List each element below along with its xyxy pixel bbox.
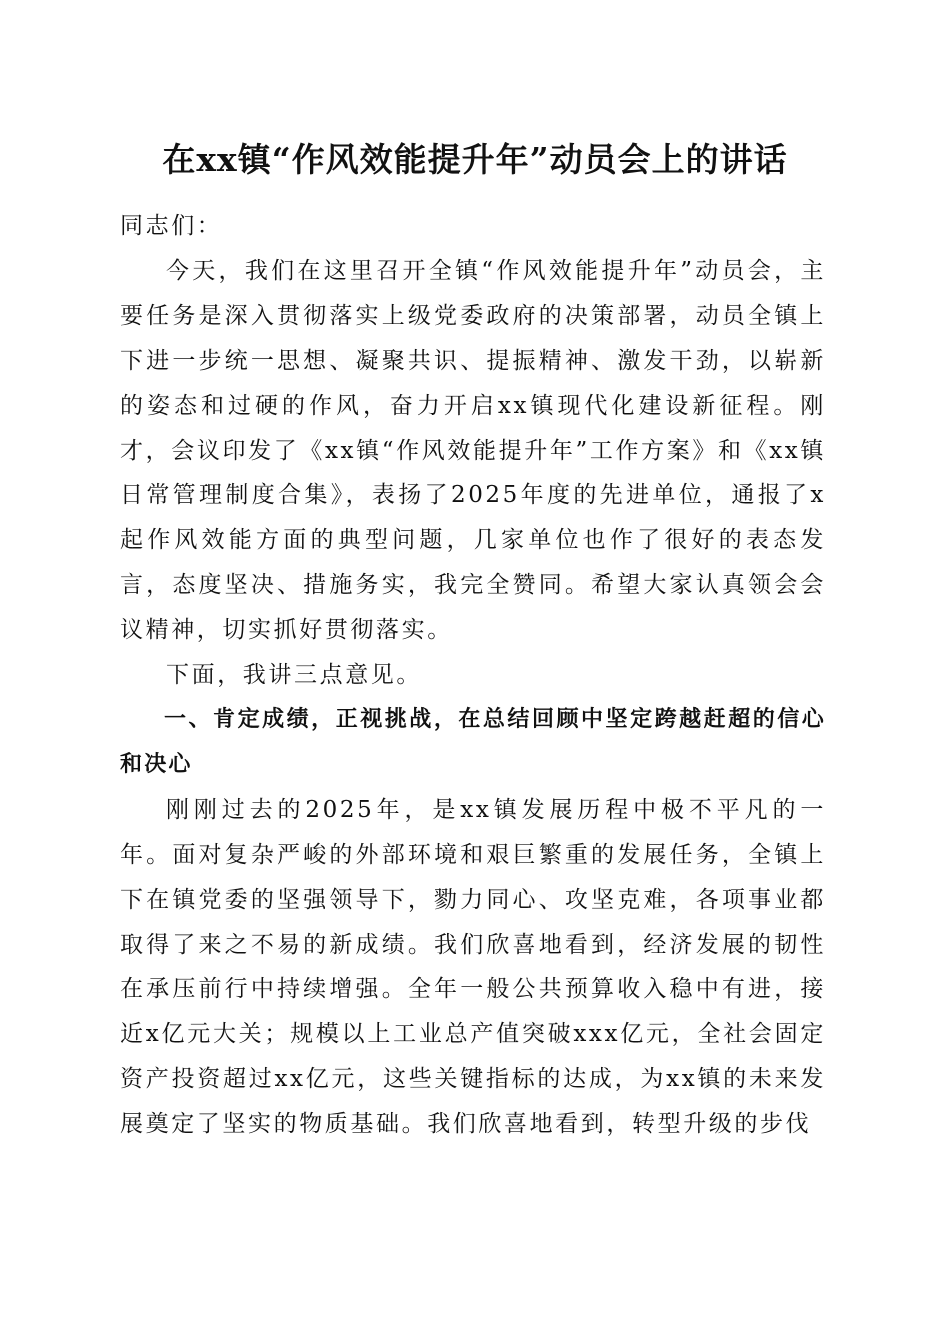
paragraph-intro-three-points: 下面，我讲三点意见。	[166, 662, 422, 689]
salutation: 同志们：	[120, 213, 223, 239]
document-title: 在xx镇“作风效能提升年”动员会上的讲话	[162, 140, 788, 179]
paragraph-section-1: 刚刚过去的2025年，是xx镇发展历程中极不平凡的一年。面对复杂严峻的外部环境和艰巨繁重的发展任务，全镇上下在镇党委的坚强领导下，勠力同心、攻坚克难，各项事业都取得了来之不易的新成绩。我们欣喜地看到，经济发展的韧性在承压前行中持续增强。全年一般公共预算收入稳中有进，接近x亿元大关；规模以上工业总产值突破xxx亿元，全社会固定资产投资超过xx亿元，这些关键指标的达成，为xx镇的未来发展奠定了坚实的物质基础。我们欣喜地看到，转型升级的步伐	[120, 796, 826, 1138]
document-body	[120, 204, 826, 1147]
paragraph-opening: 今天，我们在这里召开全镇“作风效能提升年”动员会，主要任务是深入贯彻落实上级党委政府的决策部署，动员全镇上下进一步统一思想、凝聚共识、提振精神、激发干劲，以崭新的姿态和过硬的作风，奋力开启xx镇现代化建设新征程。刚才，会议印发了《xx镇“作风效能提升年”工作方案》和《xx镇日常管理制度合集》，表扬了2025年度的先进单位，通报了x起作风效能方面的典型问题，几家单位也作了很好的表态发言，态度坚决、措施务实，我完全赞同。希望大家认真领会会议精神，切实抓好贯彻落实。	[120, 257, 826, 644]
section-heading-1: 一、肯定成绩，正视挑战，在总结回顾中坚定跨越赶超的信心和决心	[120, 706, 826, 777]
